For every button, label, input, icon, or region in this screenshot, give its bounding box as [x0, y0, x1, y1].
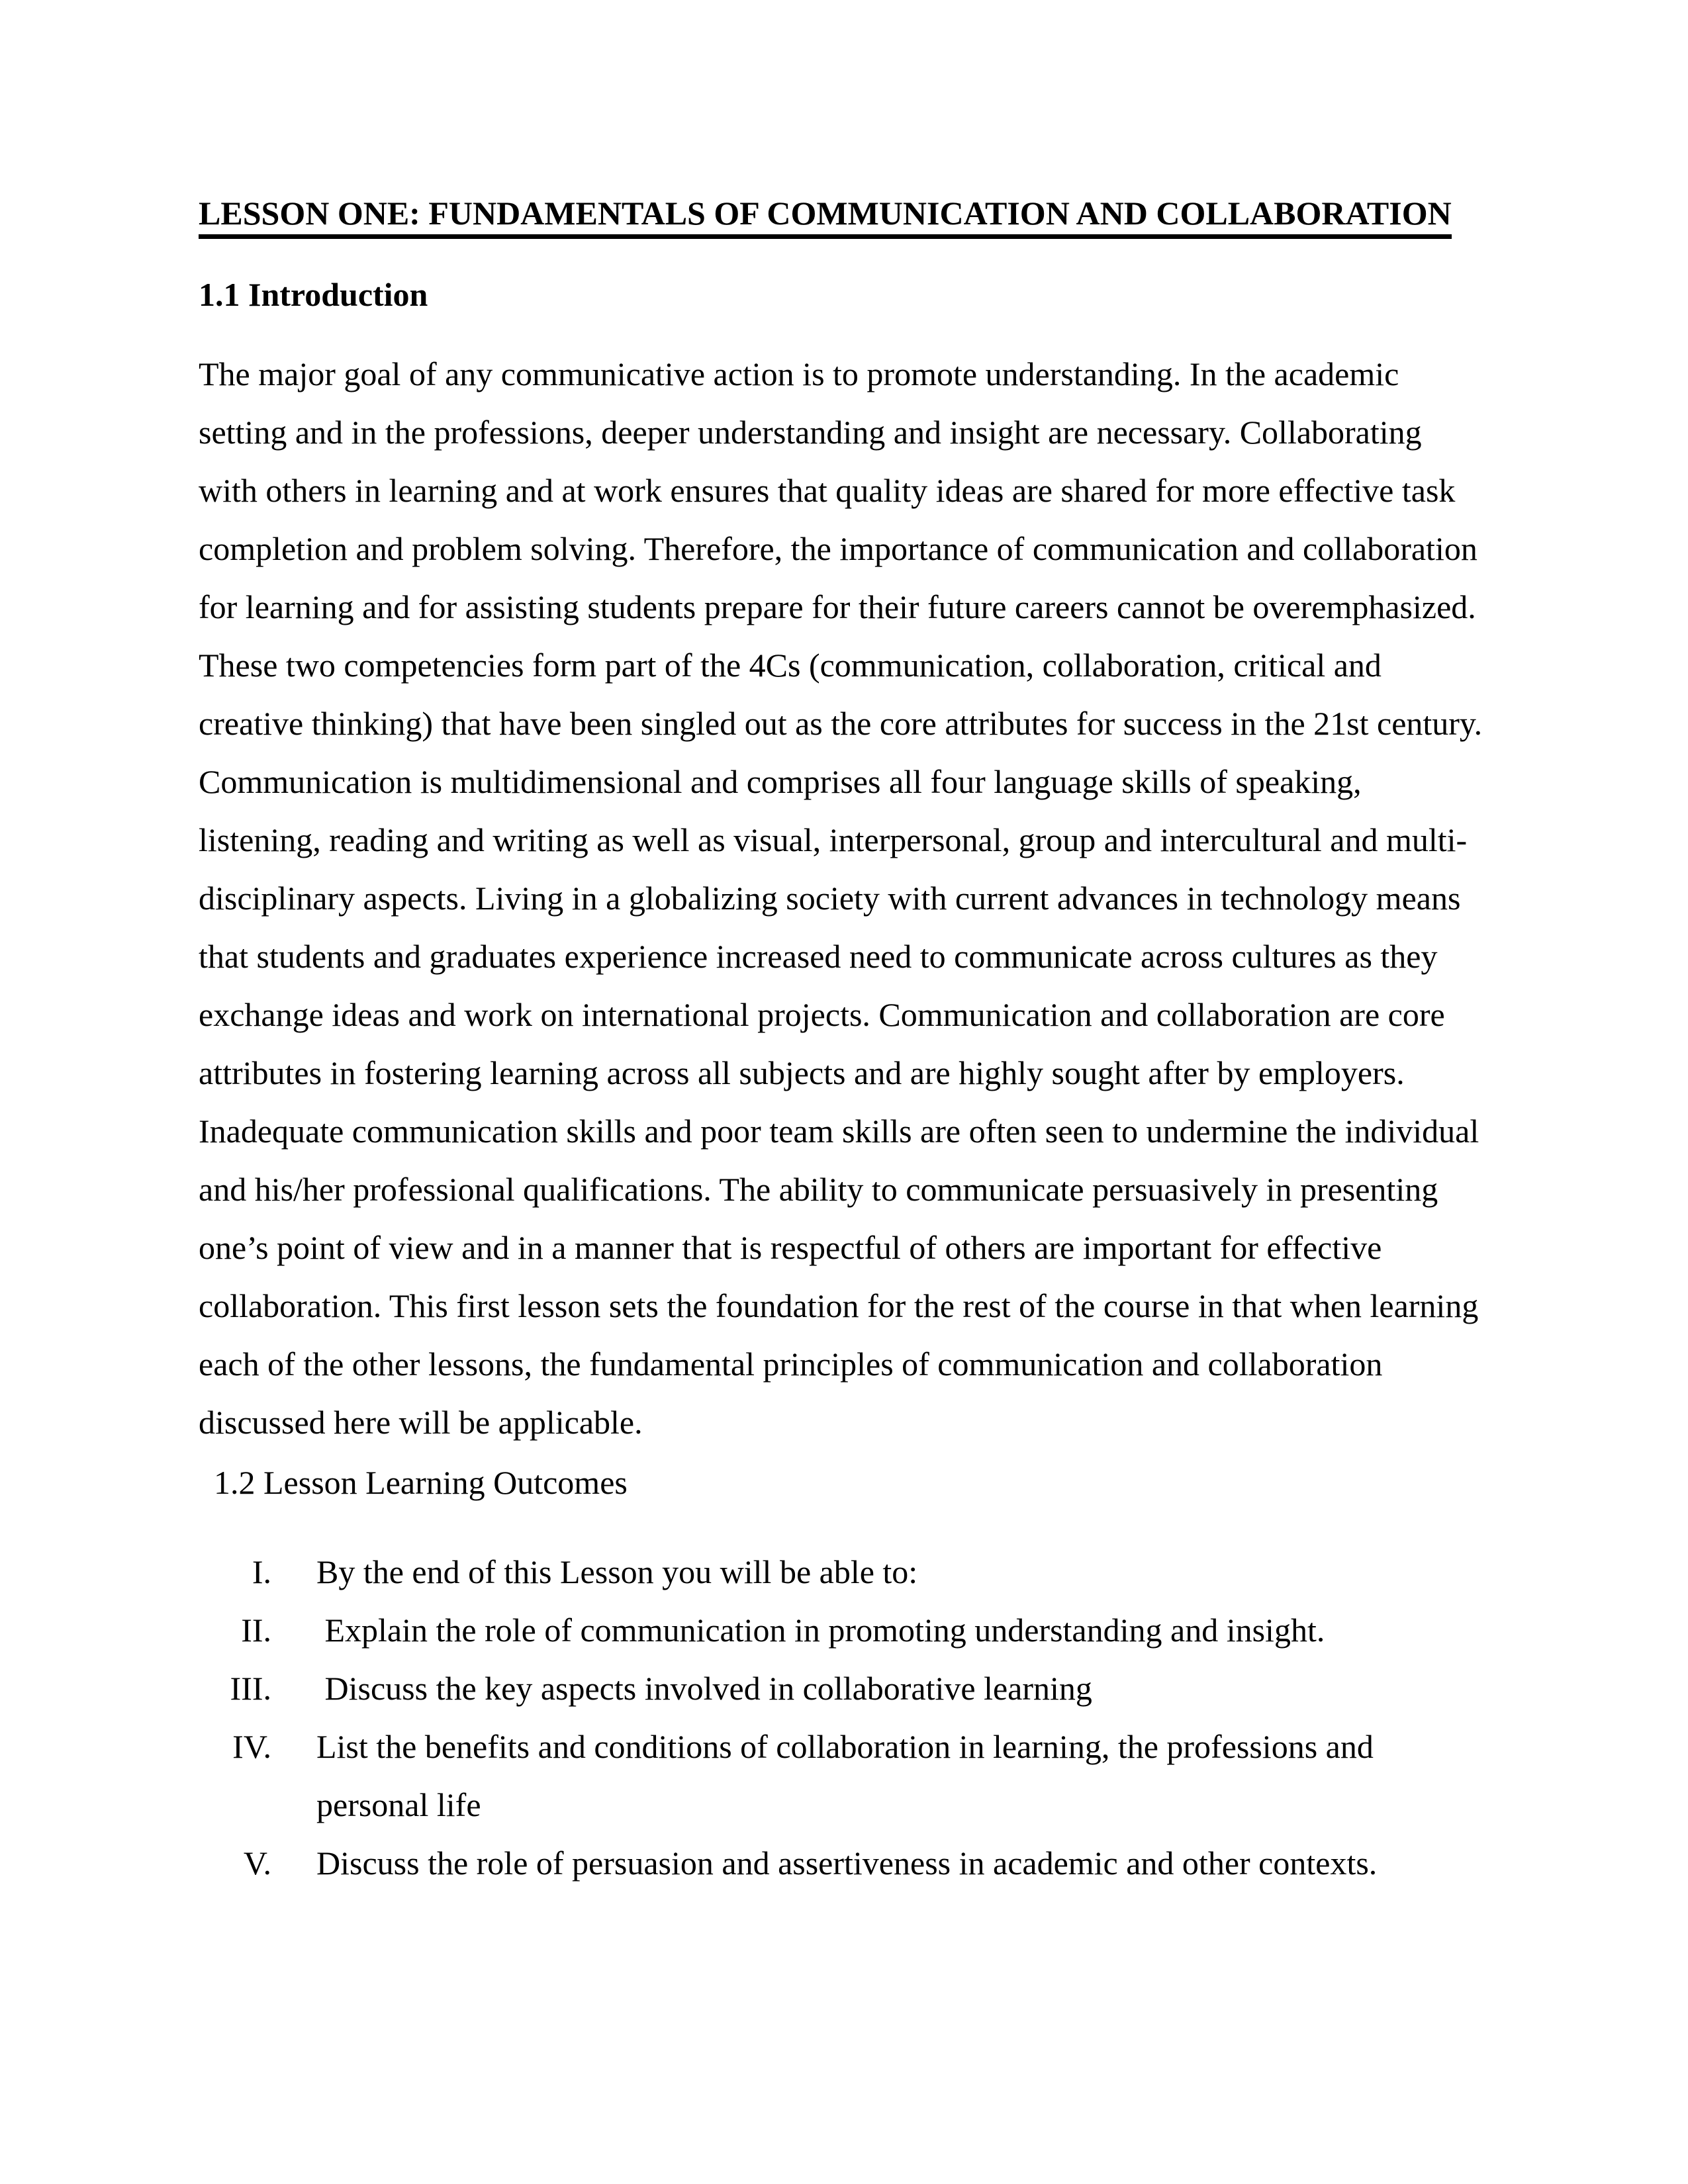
paragraph-line: The major goal of any communicative action is to promote understanding. In the academic: [199, 355, 1399, 392]
paragraph-line: and his/her professional qualifications. The ability to communicate persuasively in presenting: [199, 1171, 1438, 1208]
outcome-numeral: I.: [252, 1553, 271, 1590]
paragraph-line: with others in learning and at work ensures that quality ideas are shared for more effective task: [199, 472, 1456, 509]
outcome-item: [199, 1659, 1377, 1717]
paragraph-line: Inadequate communication skills and poor team skills are often seen to undermine the individual: [199, 1113, 1479, 1150]
outcome-numeral: II.: [241, 1612, 271, 1649]
outcome-numeral: V.: [243, 1844, 271, 1882]
outcome-text: By the end of this Lesson you will be able to:: [316, 1553, 918, 1590]
paragraph-line: each of the other lessons, the fundamental principles of communication and collaboration: [199, 1345, 1383, 1383]
paragraph-line: that students and graduates experience increased need to communicate across cultures as they: [199, 938, 1438, 975]
section-1-1-heading: 1.1 Introduction: [199, 276, 428, 313]
paragraph-line: attributes in fostering learning across all subjects and are highly sought after by employers.: [199, 1054, 1405, 1091]
paragraph-line: one’s point of view and in a manner that is respectful of others are important for effective: [199, 1229, 1382, 1266]
paragraph-line: disciplinary aspects. Living in a globalizing society with current advances in technology means: [199, 880, 1461, 917]
paragraph-line: completion and problem solving. Therefore, the importance of communication and collaboration: [199, 530, 1477, 567]
paragraph-line: These two competencies form part of the 4Cs (communication, collaboration, critical and: [199, 647, 1382, 684]
outcome-item: [199, 1834, 1377, 1892]
paragraph-line: creative thinking) that have been singled out as the core attributes for success in the 21st century.: [199, 705, 1483, 742]
outcome-item: [199, 1601, 1377, 1659]
paragraph-line: setting and in the professions, deeper understanding and insight are necessary. Collaborating: [199, 414, 1422, 451]
paragraph-line: exchange ideas and work on international projects. Communication and collaboration are core: [199, 996, 1445, 1033]
outcome-numeral: III.: [230, 1670, 271, 1707]
outcome-item: [199, 1717, 1377, 1834]
paragraph-line: discussed here will be applicable.: [199, 1404, 643, 1441]
outcome-numeral: IV.: [232, 1728, 271, 1765]
outcome-text: Discuss the key aspects involved in collaborative learning: [316, 1670, 1092, 1707]
paragraph-line: for learning and for assisting students prepare for their future careers cannot be overemphasized.: [199, 588, 1476, 625]
title-block: [199, 193, 1452, 239]
learning-outcomes-list: [199, 1543, 1377, 1892]
paragraph-line: Communication is multidimensional and comprises all four language skills of speaking,: [199, 763, 1362, 800]
outcome-item: [199, 1543, 1377, 1601]
section-1-2-heading: 1.2 Lesson Learning Outcomes: [214, 1464, 628, 1501]
paragraph-line: listening, reading and writing as well as visual, interpersonal, group and intercultural and multi-: [199, 821, 1468, 858]
outcome-text: Explain the role of communication in promoting understanding and insight.: [316, 1612, 1325, 1649]
paragraph-line: collaboration. This first lesson sets the foundation for the rest of the course in that when learning: [199, 1287, 1479, 1324]
introduction-paragraph: [199, 345, 1482, 1451]
outcome-text: Discuss the role of persuasion and assertiveness in academic and other contexts.: [316, 1844, 1378, 1882]
outcome-text: List the benefits and conditions of collaboration in learning, the professions and personal life: [316, 1728, 1374, 1823]
lesson-title: LESSON ONE: FUNDAMENTALS OF COMMUNICATION AND COLLABORATION: [199, 193, 1452, 239]
